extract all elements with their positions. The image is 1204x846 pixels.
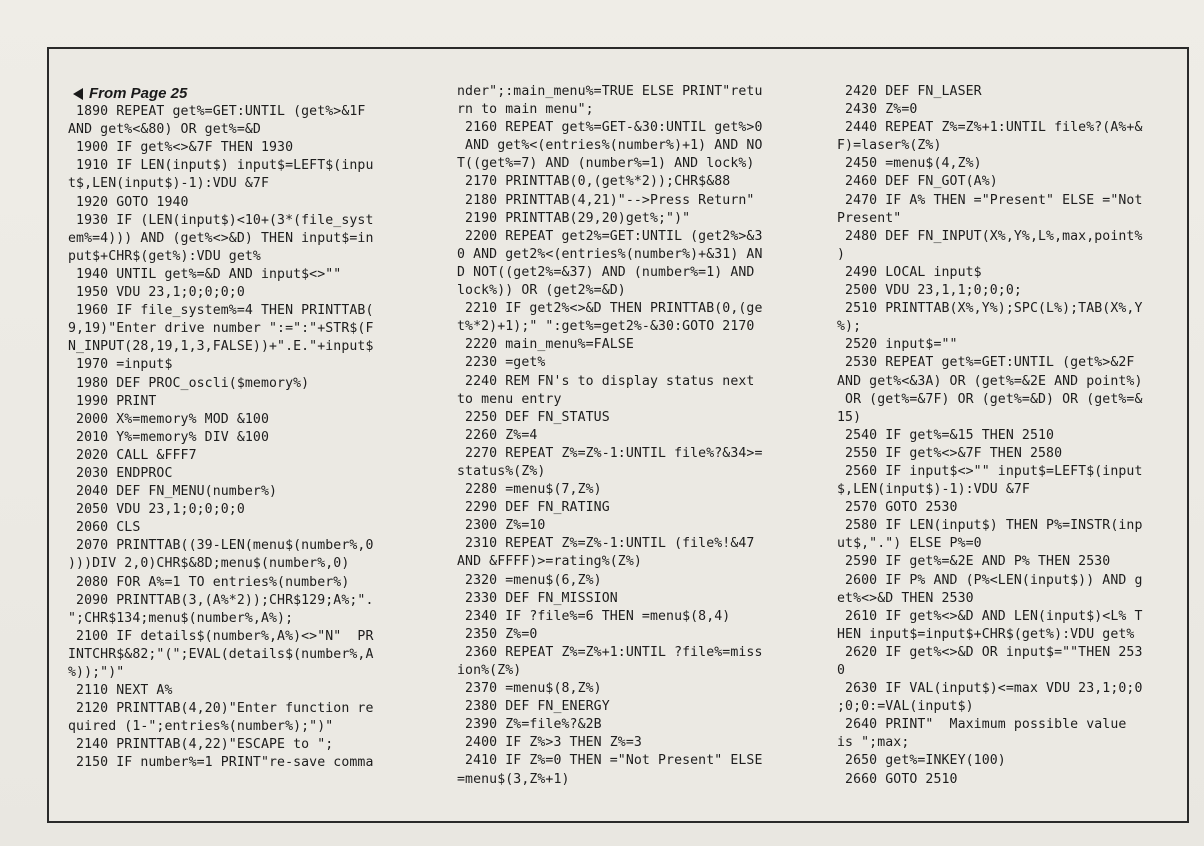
code-line: 2160 REPEAT get%=GET-&30:UNTIL get%>0 bbox=[457, 120, 763, 136]
code-line: 2080 FOR A%=1 TO entries%(number%) bbox=[68, 574, 350, 590]
code-line: F)=laser%(Z%) bbox=[837, 138, 942, 154]
code-line: 2540 IF get%=&15 THEN 2510 bbox=[837, 427, 1055, 443]
code-line: 2000 X%=memory% MOD &100 bbox=[68, 411, 269, 427]
code-line: 15) bbox=[837, 409, 862, 425]
code-line: ion%(Z%) bbox=[457, 663, 522, 678]
code-line: 2470 IF A% THEN ="Present" ELSE ="Not bbox=[837, 192, 1143, 208]
code-line: is ";max; bbox=[837, 735, 910, 751]
code-line: 2570 GOTO 2530 bbox=[837, 500, 958, 516]
code-line: 2090 PRINTTAB(3,(A%*2));CHR$129;A%;". bbox=[68, 592, 374, 608]
code-line: ) bbox=[837, 246, 846, 262]
code-line: 2210 IF get2%<>&D THEN PRINTTAB(0,(ge bbox=[457, 301, 763, 317]
code-line: 2230 =get% bbox=[457, 355, 546, 371]
code-line: %));")" bbox=[68, 665, 125, 680]
code-line: 2500 VDU 23,1,1;0;0;0; bbox=[837, 283, 1022, 299]
code-line: 1980 DEF PROC_oscli($memory%) bbox=[68, 375, 310, 391]
code-line: 2110 NEXT A% bbox=[68, 683, 173, 699]
code-line: 2010 Y%=memory% DIV &100 bbox=[68, 429, 269, 445]
code-line: 2020 CALL &FFF7 bbox=[68, 447, 197, 463]
code-line: 2510 PRINTTAB(X%,Y%);SPC(L%);TAB(X%,Y bbox=[837, 301, 1143, 317]
code-line: 2440 REPEAT Z%=Z%+1:UNTIL file%?(A%+& bbox=[837, 120, 1143, 136]
code-line: 2410 IF Z%=0 THEN ="Not Present" ELSE bbox=[457, 753, 763, 769]
code-line: 2150 IF number%=1 PRINT"re-save comma bbox=[68, 755, 374, 771]
code-line: et%<>&D THEN 2530 bbox=[837, 590, 974, 606]
code-line: AND get%<&80) OR get%=&D bbox=[68, 122, 261, 138]
code-line: 2430 Z%=0 bbox=[837, 102, 918, 118]
code-line: 2190 PRINTTAB(29,20)get%;")" bbox=[457, 210, 691, 226]
code-line: 2040 DEF FN_MENU(number%) bbox=[68, 484, 278, 500]
code-line: 2600 IF P% AND (P%<LEN(input$)) AND g bbox=[837, 572, 1143, 588]
code-line: 2590 IF get%=&2E AND P% THEN 2530 bbox=[837, 554, 1111, 570]
code-line: 2270 REPEAT Z%=Z%-1:UNTIL file%?&34>= bbox=[457, 445, 763, 461]
code-line: em%=4))) AND (get%<>&D) THEN input$=in bbox=[68, 230, 374, 246]
code-line: 2630 IF VAL(input$)<=max VDU 23,1;0;0 bbox=[837, 681, 1143, 697]
code-line: 2200 REPEAT get2%=GET:UNTIL (get2%>&3 bbox=[457, 228, 763, 244]
code-line: 2450 =menu$(4,Z%) bbox=[837, 156, 982, 172]
code-line: 2660 GOTO 2510 bbox=[837, 771, 958, 787]
code-line: 2620 IF get%<>&D OR input$=""THEN 253 bbox=[837, 644, 1143, 660]
code-line: rn to main menu"; bbox=[457, 102, 594, 118]
code-line: 2340 IF ?file%=6 THEN =menu$(8,4) bbox=[457, 608, 731, 624]
code-line: T((get%=7) AND (number%=1) AND lock%) bbox=[457, 156, 755, 172]
code-line: 2330 DEF FN_MISSION bbox=[457, 590, 618, 606]
code-line: 2070 PRINTTAB((39-LEN(menu$(number%,0 bbox=[68, 538, 374, 554]
code-line: 2060 CLS bbox=[68, 520, 141, 536]
code-line: 2560 IF input$<>"" input$=LEFT$(input bbox=[837, 463, 1143, 479]
code-line: 2610 IF get%<>&D AND LEN(input$)<L% T bbox=[837, 608, 1143, 624]
code-line: 1960 IF file_system%=4 THEN PRINTTAB( bbox=[68, 303, 374, 319]
code-line: 2180 PRINTTAB(4,21)"-->Press Return" bbox=[457, 192, 755, 208]
code-line: 2420 DEF FN_LASER bbox=[837, 84, 982, 99]
code-line: 2250 DEF FN_STATUS bbox=[457, 409, 610, 425]
code-line: 2380 DEF FN_ENERGY bbox=[457, 699, 610, 715]
code-line: 1920 GOTO 1940 bbox=[68, 194, 189, 210]
code-line: 1900 IF get%<>&7F THEN 1930 bbox=[68, 140, 294, 156]
code-line: ;0;0:=VAL(input$) bbox=[837, 699, 974, 715]
code-line: =menu$(3,Z%+1) bbox=[457, 771, 570, 787]
code-line: t$,LEN(input$)-1):VDU &7F bbox=[68, 176, 269, 192]
code-line: 1910 IF LEN(input$) input$=LEFT$(inpu bbox=[68, 158, 374, 174]
code-line: status%(Z%) bbox=[457, 463, 546, 479]
code-line: 2370 =menu$(8,Z%) bbox=[457, 681, 602, 697]
code-line: AND &FFFF)>=rating%(Z%) bbox=[457, 554, 642, 570]
from-page-text: From Page 25 bbox=[89, 85, 188, 102]
code-line: 2580 IF LEN(input$) THEN P%=INSTR(inp bbox=[837, 518, 1143, 534]
code-line: 2300 Z%=10 bbox=[457, 518, 546, 534]
code-line: 1990 PRINT bbox=[68, 393, 157, 409]
code-line: 2530 REPEAT get%=GET:UNTIL (get%>&2F bbox=[837, 355, 1135, 371]
code-line: 2550 IF get%<>&7F THEN 2580 bbox=[837, 445, 1063, 461]
code-column-3 bbox=[837, 83, 1143, 789]
code-line: 2400 IF Z%>3 THEN Z%=3 bbox=[457, 735, 642, 751]
code-line: 2220 main_menu%=FALSE bbox=[457, 337, 634, 353]
code-line: 2390 Z%=file%?&2B bbox=[457, 717, 602, 733]
code-line: 2650 get%=INKEY(100) bbox=[837, 753, 1006, 769]
code-line: 2280 =menu$(7,Z%) bbox=[457, 482, 602, 498]
code-line: 2030 ENDPROC bbox=[68, 465, 173, 481]
code-line: N_INPUT(28,19,1,3,FALSE))+".E."+input$ bbox=[68, 339, 374, 355]
code-line: 2050 VDU 23,1;0;0;0;0 bbox=[68, 502, 245, 518]
code-line: put$+CHR$(get%):VDU get% bbox=[68, 248, 261, 264]
code-line: 2360 REPEAT Z%=Z%+1:UNTIL ?file%=miss bbox=[457, 644, 763, 660]
code-line: 2240 REM FN's to display status next bbox=[457, 373, 755, 389]
code-line: 2640 PRINT" Maximum possible value bbox=[837, 717, 1127, 733]
code-line: $,LEN(input$)-1):VDU &7F bbox=[837, 482, 1030, 498]
code-line: 2350 Z%=0 bbox=[457, 626, 538, 642]
code-line: D NOT((get2%=&37) AND (number%=1) AND bbox=[457, 264, 755, 280]
listing-frame bbox=[47, 47, 1189, 823]
code-column-1 bbox=[68, 85, 374, 773]
code-line: nder";:main_menu%=TRUE ELSE PRINT"retu bbox=[457, 84, 763, 99]
code-line: 2260 Z%=4 bbox=[457, 427, 538, 443]
code-line: 2290 DEF FN_RATING bbox=[457, 500, 610, 516]
code-line: 2320 =menu$(6,Z%) bbox=[457, 572, 602, 588]
code-line: OR (get%=&7F) OR (get%=&D) OR (get%=& bbox=[837, 391, 1143, 407]
code-line: 1950 VDU 23,1;0;0;0;0 bbox=[68, 285, 245, 301]
code-line: 2100 IF details$(number%,A%)<>"N" PR bbox=[68, 628, 374, 644]
code-line: 1930 IF (LEN(input$)<10+(3*(file_syst bbox=[68, 212, 374, 228]
code-line: 2140 PRINTTAB(4,22)"ESCAPE to "; bbox=[68, 737, 334, 753]
code-line: t%*2)+1);" ":get%=get2%-&30:GOTO 2170 bbox=[457, 319, 755, 335]
code-line: 2310 REPEAT Z%=Z%-1:UNTIL (file%!&47 bbox=[457, 536, 755, 552]
code-line: 0 bbox=[837, 663, 846, 678]
code-line: )))DIV 2,0)CHR$&8D;menu$(number%,0) bbox=[68, 556, 350, 572]
code-line: 2480 DEF FN_INPUT(X%,Y%,L%,max,point% bbox=[837, 228, 1143, 244]
code-line: lock%)) OR (get2%=&D) bbox=[457, 283, 626, 299]
code-line: 1940 UNTIL get%=&D AND input$<>"" bbox=[68, 266, 342, 282]
code-line: 0 AND get2%<(entries%(number%)+&31) AN bbox=[457, 246, 763, 262]
code-line: AND get%<&3A) OR (get%=&2E AND point%) bbox=[837, 373, 1143, 389]
code-line: HEN input$=input$+CHR$(get%):VDU get% bbox=[837, 626, 1135, 642]
code-line: ";CHR$134;menu$(number%,A%); bbox=[68, 610, 294, 626]
code-line: AND get%<(entries%(number%)+1) AND NO bbox=[457, 138, 763, 154]
code-line: 1890 REPEAT get%=GET:UNTIL (get%>&1F bbox=[68, 104, 366, 120]
code-line: 2520 input$="" bbox=[837, 337, 958, 353]
code-line: 2170 PRINTTAB(0,(get%*2));CHR$&88 bbox=[457, 174, 731, 190]
code-line: quired (1-";entries%(number%);")" bbox=[68, 719, 334, 735]
code-line: Present" bbox=[837, 210, 902, 226]
code-column-2 bbox=[457, 83, 763, 789]
code-line: 9,19)"Enter drive number ":=":"+STR$(F bbox=[68, 321, 374, 337]
code-line: ut$,".") ELSE P%=0 bbox=[837, 536, 982, 552]
code-line: 2490 LOCAL input$ bbox=[837, 264, 982, 280]
code-line: 2460 DEF FN_GOT(A%) bbox=[837, 174, 998, 190]
code-line: 1970 =input$ bbox=[68, 357, 173, 373]
code-line: 2120 PRINTTAB(4,20)"Enter function re bbox=[68, 701, 374, 717]
code-line: %); bbox=[837, 319, 862, 335]
code-line: INTCHR$&82;"(";EVAL(details$(number%,A bbox=[68, 646, 374, 662]
code-line: to menu entry bbox=[457, 391, 562, 407]
